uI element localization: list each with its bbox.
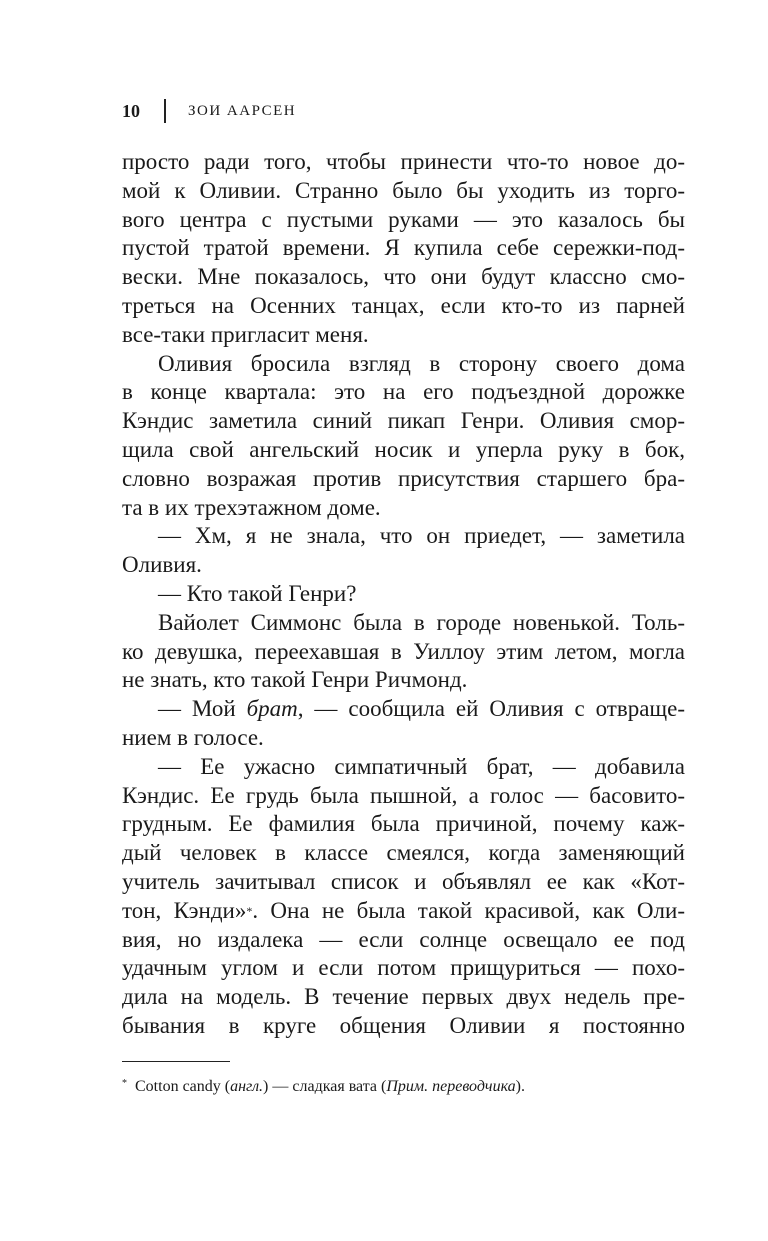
footnote-text: Cotton candy (	[135, 1078, 231, 1095]
text-segment: мой к Оливии. Странно было бы уходить из торго-	[122, 177, 685, 203]
text-line	[122, 580, 685, 609]
text-line	[122, 321, 685, 350]
text-line	[122, 407, 685, 436]
text-line	[122, 983, 685, 1012]
text-line	[122, 177, 685, 206]
footnote-text: ) — сладкая вата (	[263, 1078, 387, 1095]
text-segment: , — сообщила ей Оливия с отвраще-	[297, 696, 685, 722]
text-line	[122, 753, 685, 782]
footnote-reference: *	[246, 903, 253, 918]
body-text	[122, 148, 685, 1041]
text-segment: грудным. Ее фамилия была причиной, почему каж-	[122, 811, 685, 837]
text-line	[122, 551, 685, 580]
text-segment: вески. Мне показалось, что они будут классно смо-	[122, 264, 685, 290]
text-line	[122, 839, 685, 868]
text-line	[122, 782, 685, 811]
text-line	[122, 810, 685, 839]
text-segment: бывания в круге общения Оливии я постоянно	[122, 1012, 685, 1038]
text-segment: Кэндис. Ее грудь была пышной, а голос — басовито-	[122, 782, 685, 808]
text-line	[122, 1012, 685, 1041]
text-segment: треться на Осенних танцах, если кто-то из парней	[122, 292, 685, 318]
text-segment: все-таки пригласит меня.	[122, 321, 369, 347]
text-line	[122, 926, 685, 955]
text-line	[122, 724, 685, 753]
text-segment: — Хм, я не знала, что он приедет, — заметила	[158, 523, 685, 549]
footnote-text: ).	[515, 1078, 525, 1095]
page-number: 10	[122, 100, 140, 121]
text-line	[122, 234, 685, 263]
text-line	[122, 148, 685, 177]
text-line	[122, 954, 685, 983]
text-line	[122, 292, 685, 321]
text-segment: словно возражая против присутствия старшего бра-	[122, 465, 685, 491]
text-line	[122, 695, 685, 724]
text-line	[122, 666, 685, 695]
text-segment: удачным углом и если потом прищуриться — похо-	[122, 955, 685, 981]
text-segment: не знать, кто такой Генри Ричмонд.	[122, 667, 468, 693]
italic-text: брат	[246, 696, 298, 722]
text-segment: — Мой	[158, 696, 247, 722]
text-line	[122, 638, 685, 667]
text-segment: Оливия бросила взгляд в сторону своего дома	[158, 350, 685, 376]
author-name: ЗОИ ААРСЕН	[188, 102, 297, 119]
text-segment: просто ради того, чтобы принести что-то новое до-	[122, 149, 685, 174]
header-divider	[164, 99, 166, 123]
running-header	[122, 98, 296, 124]
footnote-marker: *	[122, 1078, 127, 1089]
text-line	[122, 465, 685, 494]
text-segment: — Кто такой Генри?	[158, 580, 357, 606]
text-segment: Кэндис заметила синий пикап Генри. Оливия смор-	[122, 408, 685, 434]
text-line	[122, 436, 685, 465]
text-segment: вия, но издалека — если солнце освещало ее под	[122, 926, 685, 952]
text-segment: Вайолет Симмонс была в городе новенькой. Толь-	[158, 609, 685, 635]
text-segment: вого центра с пустыми руками — это казалось бы	[122, 206, 685, 232]
text-line	[122, 609, 685, 638]
text-line	[122, 522, 685, 551]
text-line	[122, 263, 685, 292]
footnote-rule	[122, 1061, 230, 1062]
footnote	[122, 1078, 525, 1096]
text-segment: дила на модель. В течение первых двух недель пре-	[122, 984, 685, 1010]
text-line	[122, 868, 685, 897]
text-segment: — Ее ужасно симпатичный брат, — добавила	[158, 753, 685, 779]
text-segment: нием в голосе.	[122, 724, 264, 750]
text-segment: та в их трехэтажном доме.	[122, 494, 381, 520]
text-line	[122, 350, 685, 379]
text-segment: тон, Кэнди»	[122, 897, 247, 923]
text-segment: дый человек в классе смеялся, когда заменяющий	[122, 840, 685, 866]
text-segment: в конце квартала: это на его подъездной дорожке	[122, 379, 685, 405]
text-segment: ко девушка, переехавшая в Уиллоу этим летом, могла	[122, 638, 685, 664]
text-segment: Оливия.	[122, 552, 202, 578]
text-segment: . Она не была такой красивой, как Оли-	[252, 897, 685, 923]
text-segment: пустой тратой времени. Я купила себе сережки-под-	[122, 235, 685, 261]
text-line	[122, 206, 685, 235]
footnote-italic: англ.	[230, 1078, 264, 1095]
text-line	[122, 378, 685, 407]
text-segment: щила свой ангельский носик и уперла руку в бок,	[122, 436, 685, 462]
text-line	[122, 897, 685, 926]
footnote-italic: Прим. переводчика	[386, 1078, 516, 1095]
text-line	[122, 494, 685, 523]
text-segment: учитель зачитывал список и объявлял ее как «Кот-	[122, 868, 685, 894]
